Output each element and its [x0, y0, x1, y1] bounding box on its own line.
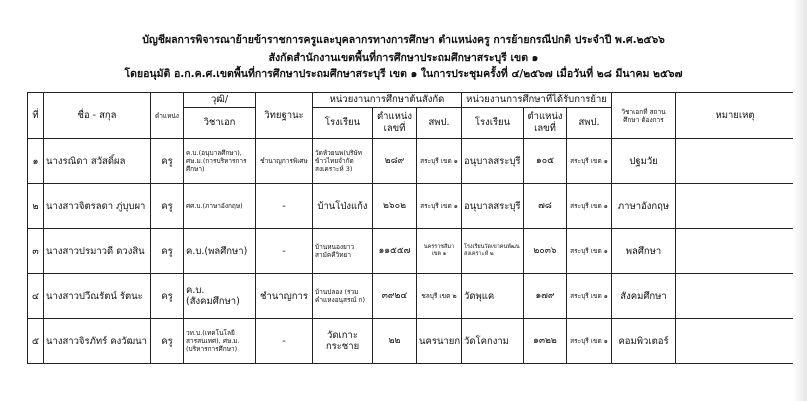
- cell-remarks: [676, 139, 795, 184]
- cell-remarks: [676, 184, 795, 229]
- col-remarks-header: หมายเหตุ: [676, 93, 795, 139]
- cell-origin-school: วัดเกาะกระชาย: [313, 319, 373, 364]
- cell-academic-rank: -: [256, 319, 313, 364]
- col-dest-position-no-header: ตำแหน่ง เลขที่: [524, 108, 567, 139]
- cell-origin-area: ชลบุรี เขต ๒: [417, 274, 462, 319]
- cell-academic-rank: ชำนาญการพิเศษ: [256, 139, 313, 184]
- cell-index: ๓: [28, 229, 44, 274]
- cell-academic-rank: ชำนาญการ: [256, 274, 313, 319]
- cell-position: ครู: [151, 229, 184, 274]
- col-origin-position-no-header: ตำแหน่ง เลขที่: [373, 108, 417, 139]
- cell-dest-area: สระบุรี เขต ๑: [567, 229, 612, 274]
- col-academic-rank-header: วิทยฐานะ: [256, 93, 313, 139]
- cell-origin-position-no: ๓๙๒๔: [373, 274, 417, 319]
- cell-dest-school: วัดพุแค: [462, 274, 524, 319]
- cell-dest-position-no: ๒๐๓๖: [524, 229, 567, 274]
- cell-origin-school: บ้านหนองยาวสามัคคีวิทยา: [313, 229, 373, 274]
- table-row: [28, 184, 795, 229]
- cell-index: ๕: [28, 319, 44, 364]
- header-row-1: [28, 93, 795, 108]
- col-major-header: วิชาเอก: [184, 108, 256, 139]
- cell-required-major: สังคมศึกษา: [612, 274, 676, 319]
- cell-required-major: พลศึกษา: [612, 229, 676, 274]
- cell-dest-area: สระบุรี เขต ๑: [567, 184, 612, 229]
- cell-name: นางสาวจิรภัทร์ คงวัฒนา: [44, 319, 151, 364]
- document-subtitle: สังกัดสำนักงานเขตพื้นที่การศึกษาประถมศึกษาสระบุรี เขต ๑: [268, 52, 539, 64]
- cell-degree: ศศ.บ.(ภาษาอังกฤษ): [184, 184, 256, 229]
- cell-origin-school: บ้านโป่งแก้ง: [313, 184, 373, 229]
- col-origin-school-header: โรงเรียน: [313, 108, 373, 139]
- cell-origin-school: บ้านปลอง (รวมคำแหงอนุสรณ์ ก): [313, 274, 373, 319]
- cell-degree: ค.บ.(อนุบาลศึกษา), ศษ.ม.(การบริหารการศึกษา): [184, 139, 256, 184]
- cell-dest-school: อนุบาลสระบุรี: [462, 184, 524, 229]
- table-row: [28, 229, 795, 274]
- cell-position: ครู: [151, 184, 184, 229]
- cell-origin-area: สระบุรี เขต ๑: [417, 184, 462, 229]
- cell-index: ๔: [28, 274, 44, 319]
- col-origin-area-header: สพป.: [417, 108, 462, 139]
- cell-degree: ค.บ.(พลศึกษา): [184, 229, 256, 274]
- cell-origin-area: นครราชสีมา เขต ๑: [417, 229, 462, 274]
- cell-required-major: ปฐมวัย: [612, 139, 676, 184]
- cell-dest-position-no: ๑๓๒๒: [524, 319, 567, 364]
- cell-origin-position-no: ๒๖๐๒: [373, 184, 417, 229]
- col-name-header: ชื่อ - สกุล: [44, 93, 151, 139]
- document-approval-line: โดยอนุมัติ อ.ก.ค.ศ.เขตพื้นที่การศึกษาประถมศึกษาสระบุรี เขต ๑ ในการประชุมครั้งที่ ๔/๒๕๖๗ เมื่อวันที่ ๒๘ มีนาคม ๒๕๖๗: [124, 68, 683, 80]
- cell-dest-area: สระบุรี เขต ๑: [567, 139, 612, 184]
- col-required-major-header: วิชาเอกที่ สถานศึกษา ต้องการ: [612, 93, 676, 139]
- cell-origin-area: สระบุรี เขต ๑: [417, 139, 462, 184]
- destination-group-header: หน่วยงานการศึกษาที่ได้รับการย้าย: [462, 93, 612, 108]
- cell-remarks: [676, 229, 795, 274]
- table-row: [28, 274, 795, 319]
- cell-index: ๒: [28, 184, 44, 229]
- cell-dest-school: อนุบาลสระบุรี: [462, 139, 524, 184]
- cell-name: นางรณิดา สวัสดิ์ผล: [44, 139, 151, 184]
- cell-origin-position-no: ๑๑๕๕๗: [373, 229, 417, 274]
- col-dest-area-header: สพป.: [567, 108, 612, 139]
- cell-academic-rank: -: [256, 184, 313, 229]
- cell-dest-area: สระบุรี เขต ๑: [567, 319, 612, 364]
- cell-name: นางสาวจิตรลดา ภู่บุบผา: [44, 184, 151, 229]
- cell-origin-area: นครนายก: [417, 319, 462, 364]
- cell-academic-rank: -: [256, 229, 313, 274]
- document-title: บัญชีผลการพิจารณาย้ายข้าราชการครูและบุคลากรทางการศึกษา ตำแหน่งครู การย้ายกรณีปกติ ประจำปี พ.ศ.๒๕๖๖: [142, 34, 665, 46]
- cell-position: ครู: [151, 274, 184, 319]
- table-row: [28, 139, 795, 184]
- table-row: [28, 319, 795, 364]
- col-position-header: ตำแหน่ง: [151, 93, 184, 139]
- cell-position: ครู: [151, 139, 184, 184]
- cell-dest-school: โรงเรียนวัดเขาคนพัฒนสงเคราะห์ ๒: [462, 229, 524, 274]
- page-edge-shadow: [793, 0, 807, 401]
- cell-dest-school: วัดโคกงาม: [462, 319, 524, 364]
- col-dest-school-header: โรงเรียน: [462, 108, 524, 139]
- cell-origin-position-no: ๒๘๙: [373, 139, 417, 184]
- cell-required-major: คอมพิวเตอร์: [612, 319, 676, 364]
- cell-dest-position-no: ๗๘: [524, 184, 567, 229]
- cell-degree: ค.บ.(สังคมศึกษา): [184, 274, 256, 319]
- cell-dest-area: สระบุรี เขต ๑: [567, 274, 612, 319]
- origin-group-header: หน่วยงานการศึกษาต้นสังกัด: [313, 93, 462, 108]
- cell-degree: วท.บ.(เทคโนโลยีสารสนเทศ), ศษ.ม.(บริหารการศึกษา): [184, 319, 256, 364]
- cell-remarks: [676, 319, 795, 364]
- cell-name: นางสาวปวีณรัตน์ รัตนะ: [44, 274, 151, 319]
- cell-remarks: [676, 274, 795, 319]
- cell-dest-position-no: ๑๗๙: [524, 274, 567, 319]
- col-index-header: ที่: [28, 93, 44, 139]
- cell-name: นางสาวปรมาวดี ดวงสิน: [44, 229, 151, 274]
- cell-dest-position-no: ๑๐๕: [524, 139, 567, 184]
- cell-origin-school: วัดหัวยนพ(บริษัทข้าวไทยจำกัด สงเคราะห์ 3): [313, 139, 373, 184]
- cell-origin-position-no: ๒๒: [373, 319, 417, 364]
- transfer-table: [27, 92, 795, 364]
- col-degree-header: วุฒิ/: [184, 93, 256, 108]
- cell-required-major: ภาษาอังกฤษ: [612, 184, 676, 229]
- cell-position: ครู: [151, 319, 184, 364]
- cell-index: ๑: [28, 139, 44, 184]
